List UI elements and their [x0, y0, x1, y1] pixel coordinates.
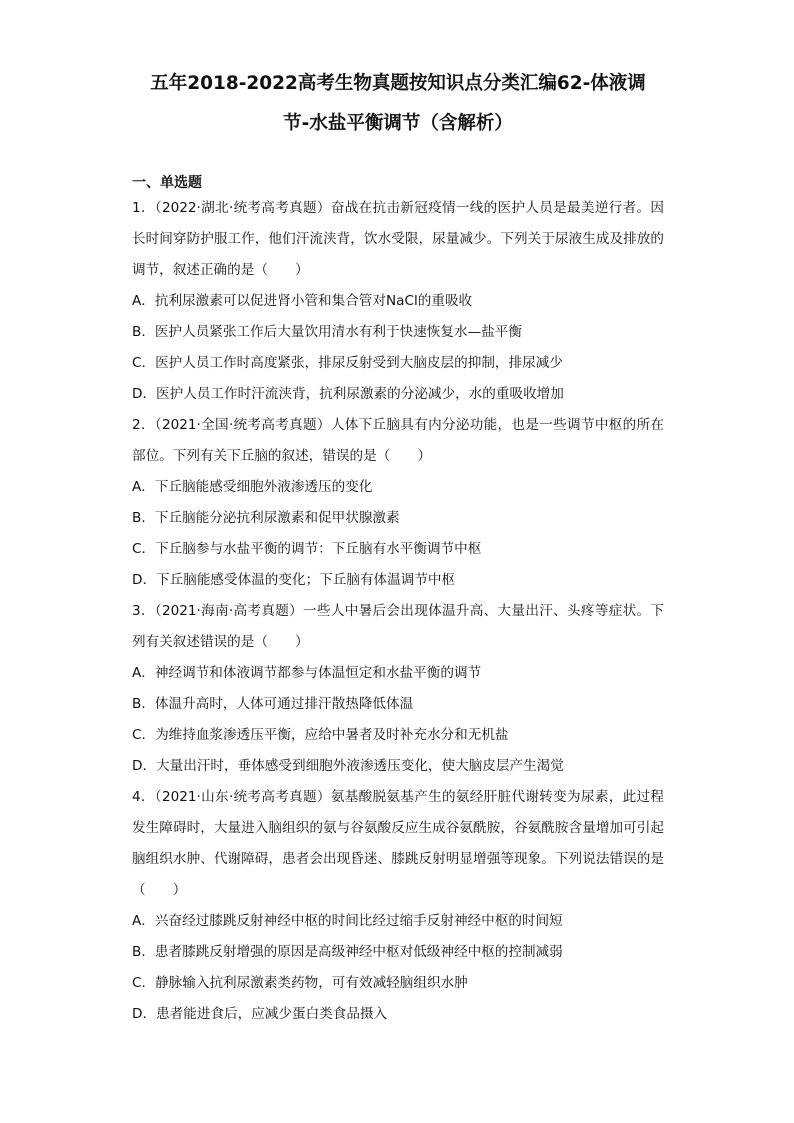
option-d: D．医护人员工作时汗流浃背，抗利尿激素的分泌减少，水的重吸收增加 — [132, 386, 564, 402]
option-c: C．下丘脑参与水盐平衡的调节：下丘脑有水平衡调节中枢 — [132, 541, 482, 557]
question-4 — [132, 782, 664, 1030]
option-b: B．体温升高时，人体可通过排汗散热降低体温 — [132, 696, 414, 712]
question-3 — [132, 596, 664, 782]
question-2 — [132, 410, 664, 596]
option-a: A．兴奋经过膝跳反射神经中枢的时间比经过缩手反射神经中枢的时间短 — [132, 913, 563, 929]
option-d: D．患者能进食后，应减少蛋白类食品摄入 — [132, 1006, 388, 1022]
option-b: B．患者膝跳反射增强的原因是高级神经中枢对低级神经中枢的控制减弱 — [132, 944, 563, 960]
option-a: A．下丘脑能感受细胞外液渗透压的变化 — [132, 479, 373, 495]
question-stem: 2．（2021·全国·统考高考真题）人体下丘脑具有内分泌功能，也是一些调节中枢的所在部位。下列有关下丘脑的叙述，错误的是（ ） — [132, 417, 664, 464]
question-stem: 4．（2021·山东·统考高考真题）氨基酸脱氨基产生的氨经肝脏代谢转变为尿素，此过程发生障碍时，大量进入脑组织的氨与谷氨酸反应生成谷氨酰胺，谷氨酰胺含量增加可引起脑组织水肿、代谢障碍，患者会出现昏迷、膝跳反射明显增强等现象。下列说法错误的是（ ） — [132, 789, 664, 898]
option-d: D．大量出汗时，垂体感受到细胞外液渗透压变化，使大脑皮层产生渴觉 — [132, 758, 564, 774]
option-d: D．下丘脑能感受体温的变化；下丘脑有体温调节中枢 — [132, 572, 456, 588]
option-b: B．下丘脑能分泌抗利尿激素和促甲状腺激素 — [132, 510, 400, 526]
title-line-2: 节-水盐平衡调节（含解析） — [283, 113, 513, 134]
option-a: A．抗利尿激素可以促进肾小管和集合管对NaCl的重吸收 — [132, 293, 473, 309]
option-b: B．医护人员紧张工作后大量饮用清水有利于快速恢复水—盐平衡 — [132, 324, 522, 340]
document-title — [124, 64, 672, 144]
question-1 — [132, 193, 664, 410]
option-a: A．神经调节和体液调节都参与体温恒定和水盐平衡的调节 — [132, 665, 482, 681]
option-c: C．医护人员工作时高度紧张，排尿反射受到大脑皮层的抑制，排尿减少 — [132, 355, 563, 371]
option-c: C．为维持血浆渗透压平衡，应给中暑者及时补充水分和无机盐 — [132, 727, 509, 743]
question-stem: 1．（2022·湖北·统考高考真题）奋战在抗击新冠疫情一线的医护人员是最美逆行者。因长时间穿防护服工作，他们汗流浃背，饮水受限，尿量减少。下列关于尿液生成及排放的调节，叙述正确的是（ ） — [132, 200, 664, 278]
section-heading: 一、单选题 — [132, 175, 202, 191]
option-c: C．静脉输入抗利尿激素类药物，可有效减轻脑组织水肿 — [132, 975, 468, 991]
question-stem: 3．（2021·海南·高考真题）一些人中暑后会出现体温升高、大量出汗、头疼等症状。下列有关叙述错误的是（ ） — [132, 603, 664, 650]
title-line-1: 五年2018-2022高考生物真题按知识点分类汇编62-体液调 — [150, 73, 646, 94]
